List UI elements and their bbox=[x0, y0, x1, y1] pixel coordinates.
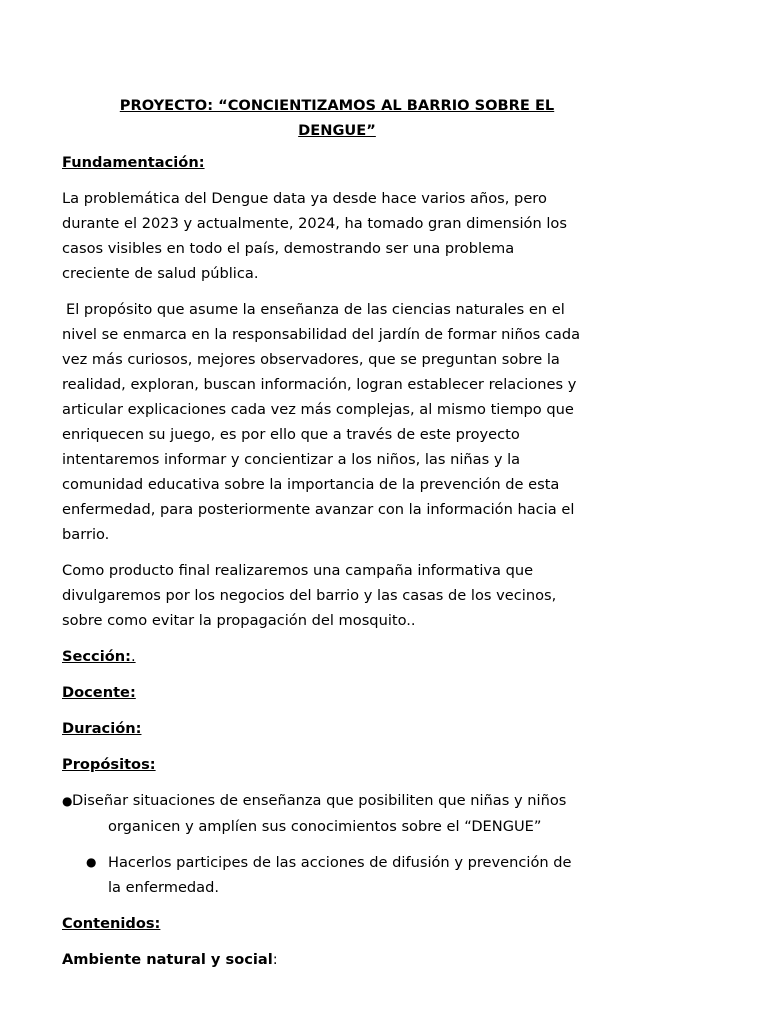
list-item-text: Hacerlos participes de las acciones de difusión y prevención de la enfermedad. bbox=[108, 854, 572, 896]
seccion-label: Sección: bbox=[62, 648, 131, 665]
paragraph-2: El propósito que asume la enseñanza de las ciencias naturales en el nivel se enmarca en la responsabilidad del jardín de formar niños cada vez más curiosos, mejores observadores, que se preguntan sobre la realidad, exploran, buscan información, logran establecer relaciones y articular explicaciones cada vez más complejas, al mismo tiempo que enriquecen su juego, es por ello que a través de este proyecto intentaremos informar y concientizar a los niños, las niñas y la comunidad educativa sobre la importancia de la prevención de esta enfermedad, para posteriormente avanzar con la información hacia el barrio. bbox=[62, 301, 581, 543]
paragraph-3: Como producto final realizaremos una campaña informativa que divulgaremos por los negocios del barrio y las casas de los vecinos, sobre como evitar la propagación del mosquito.. bbox=[62, 562, 557, 629]
fundamentacion-heading: Fundamentación: bbox=[62, 154, 205, 171]
contenidos-heading: Contenidos: bbox=[62, 915, 161, 932]
document-page bbox=[62, 93, 582, 972]
bullet-icon: ● bbox=[86, 855, 97, 869]
ambiente-label: Ambiente natural y social bbox=[62, 951, 273, 968]
list-item-text: Diseñar situaciones de enseñanza que posibiliten que niñas y niños organicen y amplíen sus conocimientos sobre el “DENGUE” bbox=[72, 792, 567, 835]
propositos-heading: Propósitos: bbox=[62, 756, 156, 773]
ambiente-heading bbox=[62, 947, 582, 972]
docente-heading: Docente: bbox=[62, 684, 136, 701]
document-title bbox=[62, 93, 582, 143]
seccion-suffix: . bbox=[130, 648, 136, 665]
propositos-list bbox=[62, 788, 582, 900]
title-line-1: PROYECTO: “CONCIENTIZAMOS AL BARRIO SOBRE EL bbox=[119, 97, 555, 114]
paragraph-1: La problemática del Dengue data ya desde hace varios años, pero durante el 2023 y actualmente, 2024, ha tomado gran dimensión los casos visibles en todo el país, demostrando ser una problema creciente de salud pública. bbox=[62, 190, 567, 282]
duracion-heading: Duración: bbox=[62, 720, 142, 737]
list-item bbox=[62, 850, 582, 900]
seccion-heading bbox=[62, 644, 582, 669]
list-item: ●Diseñar situaciones de enseñanza que posibiliten que niñas y niños organicen y amplíen sus conocimientos sobre el “DENGUE” bbox=[62, 792, 567, 835]
title-line-2: DENGUE” bbox=[298, 122, 376, 139]
ambiente-suffix: : bbox=[272, 951, 278, 968]
